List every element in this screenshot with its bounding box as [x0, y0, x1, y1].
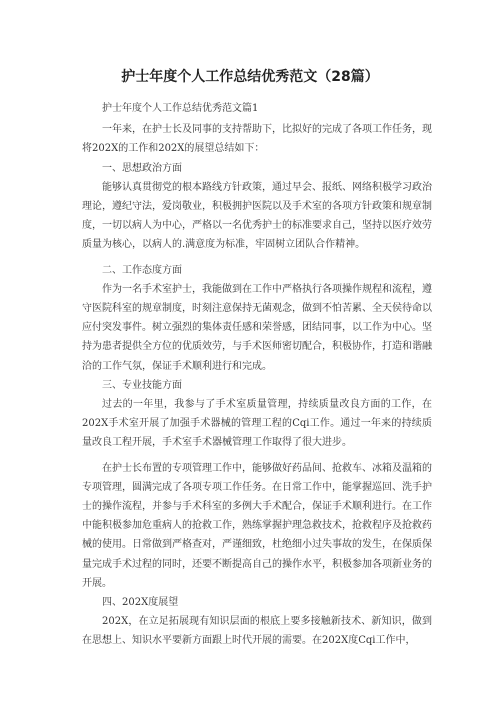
section-paragraph-attitude: 作为一名手术室护士，我能做到在工作中严格执行各项操作规程和流程，遵守医院科室的规章制度，时刻注意保持无菌观念，做到不怕苦累、全天侯待命以应付突发事件。树立强烈的集体责任感和荣誉感，团结同事，以工作为中心。坚持为患者提供全方位的优质效劳，与手术医师密切配合，积极协作，打造和谐融洽的工作气氛，保证手术顺利进行和完成。 — [82, 283, 432, 372]
section-heading-attitude: 二、工作态度方面 — [102, 264, 182, 276]
section-heading-outlook: 四、202X度展望 — [102, 597, 179, 609]
section-heading-skills: 三、专业技能方面 — [102, 379, 182, 391]
section-paragraph-skills-1: 过去的一年里，我参与了手术室质量管理，持续质量改良方面的工作，在202X手术室开展了加强手术器械的管理工程的Cqi工作。通过一年来的持续质量改良工程开展，手术室手术器械管理工作取得了很大进步。 — [82, 399, 432, 449]
section-paragraph-politics: 能够认真贯彻党的根本路线方针政策，通过早会、报纸、网络积极学习政治理论，遵纪守法，爱岗敬业，积极拥护医院以及手术室的各项方针政策和规章制度，一切以病人为中心，严格以一名优秀护士的标准要求自己，坚持以医疗效劳质量为核心，以病人的.满意度为标准，牢固树立团队合作精神。 — [82, 181, 432, 251]
document-subtitle: 护士年度个人工作总结优秀范文篇1 — [102, 103, 259, 114]
section-paragraph-outlook: 202X，在立足拓展现有知识层面的根底上要多接触新技术、新知识，做到在思想上、知识水平要新方面跟上时代开展的需要。在202X度Cqi工作中， — [82, 616, 432, 647]
intro-paragraph: 一年来，在护士长及同事的支持帮助下，比拟好的完成了各项工作任务，现将202X的工作和202X的展望总结如下： — [82, 124, 432, 155]
section-heading-politics: 一、思想政治方面 — [102, 162, 182, 174]
section-paragraph-skills-2: 在护士长布置的专项管理工作中，能够做好药品间、抢救车、冰箱及温箱的专项管理，圆满完成了各项专项工作任务。在日常工作中，能掌握巡回、洗手护士的操作流程，并参与手术科室的多例大手术配合，保证手术顺利进行。在工作中能积极参加危重病人的抢救工作，熟练掌握护理急救技术，抢救程序及抢救药械的使用。日常做到严格查对，严谨细致，杜绝细小过失事故的发生，在保质保量完成手术过程的同时，还要不断提高自己的操作水平，积极参加各项新业务的开展。 — [82, 462, 432, 589]
document-title: 护士年度个人工作总结优秀范文（28篇） — [121, 69, 379, 85]
document-body — [82, 99, 432, 651]
